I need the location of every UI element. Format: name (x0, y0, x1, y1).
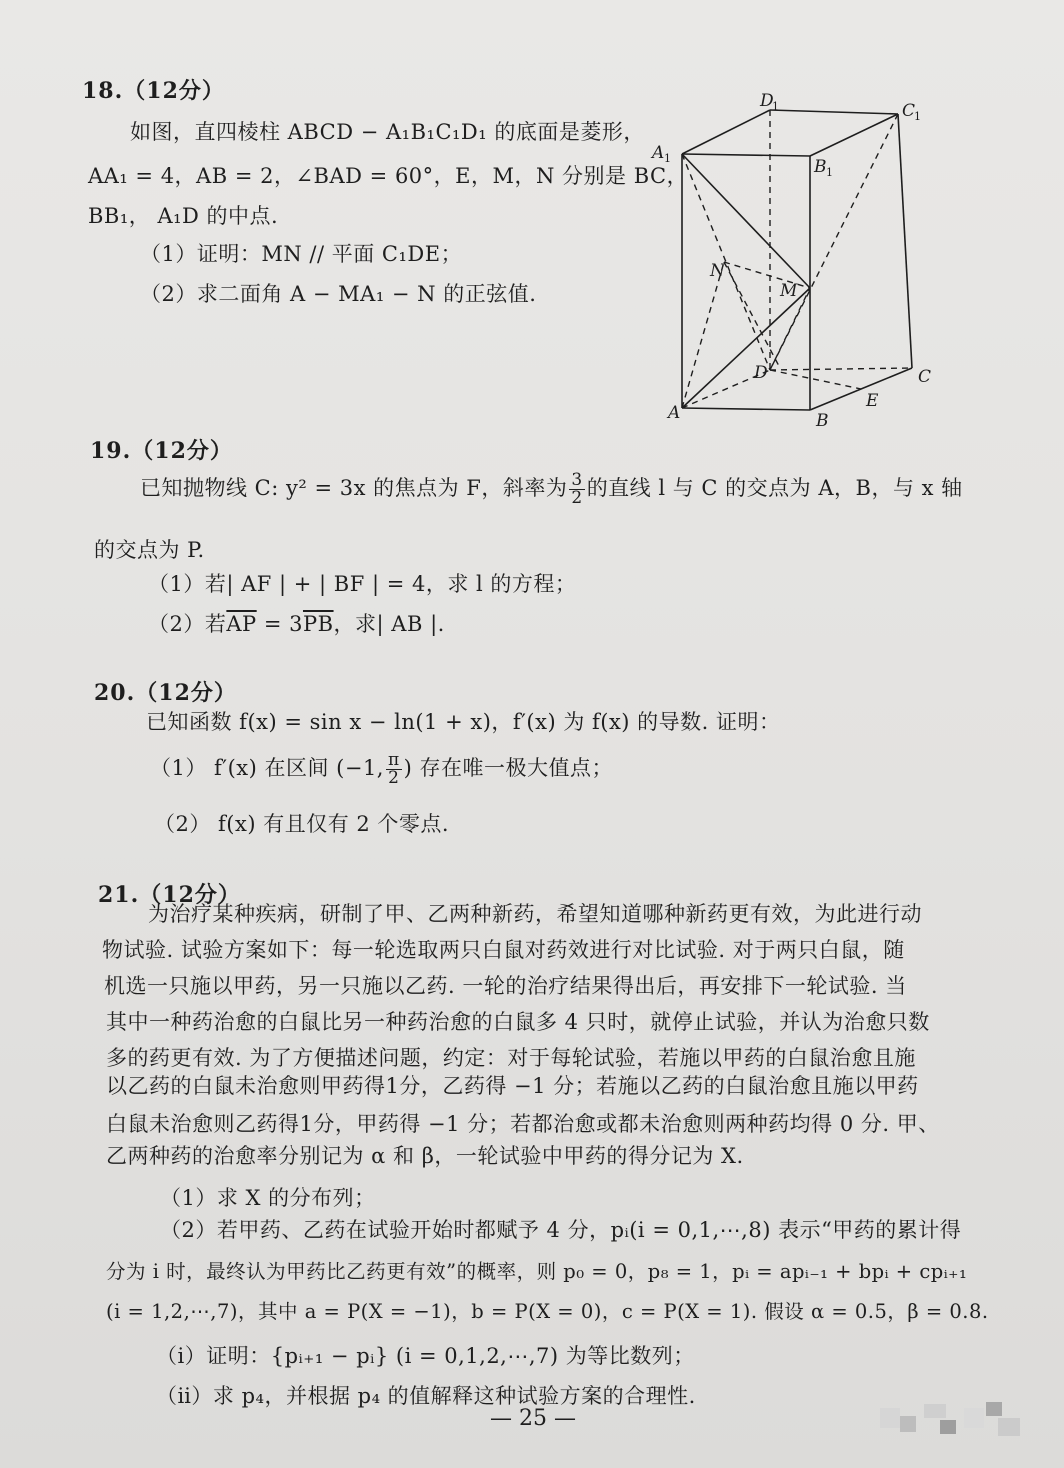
label-A: A (668, 403, 681, 423)
problem-18-line-2: AA₁ = 4，AB = 2，∠BAD = 60°，E，M，N 分别是 BC， (88, 164, 689, 188)
svg-text:1: 1 (826, 166, 833, 179)
prism-diagram (652, 91, 942, 432)
pi-fraction: $\frac{\pi}{2}$ (387, 750, 400, 788)
problem-18-line-1: 如图，直四棱柱 ABCD − A₁B₁C₁D₁ 的底面是菱形， (130, 120, 645, 144)
problem-21-line-4: 其中一种药治愈的白鼠比另一种药治愈的白鼠多 4 只时，就停止试验，并认为治愈只数 (106, 1010, 930, 1034)
page-number: — 25 — (490, 1406, 576, 1431)
problem-21-header: 21.（12分） (98, 882, 241, 908)
problem-21-line-5: 多的药更有效. 为了方便描述问题，约定：对于每轮试验，若施以甲药的白鼠治愈且施 (106, 1046, 916, 1070)
problem-21-line-6: 以乙药的白鼠未治愈则甲药得1分，乙药得 −1 分；若施以乙药的白鼠治愈且施以甲药 (106, 1074, 919, 1098)
problem-18-question-2: （2）求二面角 A − MA₁ − N 的正弦值. (140, 282, 537, 306)
label-M: M (780, 281, 798, 301)
problem-20-question-2: （2） f(x) 有且仅有 2 个零点. (154, 812, 450, 836)
problem-21-line-3: 机选一只施以甲药，另一只施以乙药. 一轮的治疗结果得出后，再安排下一轮试验. 当 (104, 974, 907, 998)
label-C1: C (902, 101, 916, 121)
label-D1: D (760, 91, 774, 111)
problem-21-sub-ii: （ⅱ）求 p₄，并根据 p₄ 的值解释这种试验方案的合理性. (156, 1384, 696, 1408)
svg-text:1: 1 (772, 100, 779, 113)
problem-21-line-2: 物试验. 试验方案如下：每一轮选取两只白鼠对药效进行对比试验. 对于两只白鼠，随 (102, 938, 905, 962)
problem-18-question-1: （1）证明：MN // 平面 C₁DE； (140, 242, 463, 266)
label-E: E (866, 391, 879, 411)
problem-19-question-1: （1）若| AF | + | BF | = 4，求 l 的方程； (148, 572, 577, 596)
label-C: C (918, 367, 932, 387)
svg-text:1: 1 (664, 152, 671, 165)
svg-text:1: 1 (914, 110, 921, 123)
problem-21-question-2: （2）若甲药、乙药在试验开始时都赋予 4 分，pᵢ(i = 0,1,⋯,8) 表示“甲药的累计得 (160, 1218, 962, 1242)
problem-20-line-1: 已知函数 f(x) = sin x − ln(1 + x)，f′(x) 为 f(x) 的导数. 证明： (146, 710, 781, 734)
problem-21-question-1: （1）求 X 的分布列； (160, 1186, 376, 1210)
label-A1: A (652, 143, 665, 163)
label-B: B (816, 411, 829, 431)
problem-21-line-11: 分为 i 时，最终认为甲药比乙药更有效”的概率，则 p₀ = 0，p₈ = 1，pᵢ = apᵢ₋₁ + bpᵢ + cpᵢ₊₁ (106, 1260, 968, 1283)
problem-20-header: 20.（12分） (94, 680, 237, 706)
problem-20-question-1: （1） f′(x) 在区间 (−1, $\frac{\pi}{2}$ ) 存在唯一极大值点； (150, 750, 614, 788)
problem-18-line-3: BB₁， A₁D 的中点. (88, 204, 279, 228)
problem-21-sub-i: （ⅰ）证明：{pᵢ₊₁ − pᵢ} (i = 0,1,2,⋯,7) 为等比数列； (156, 1344, 695, 1368)
problem-19-header: 19.（12分） (90, 438, 233, 464)
problem-21-line-1: 为治疗某种疾病，研制了甲、乙两种新药，希望知道哪种新药更有效，为此进行动 (148, 902, 922, 926)
slope-fraction: $\frac{3}{2}$ (571, 470, 583, 508)
label-B1: B (814, 157, 827, 177)
problem-21-line-12: (i = 1,2,⋯,7)，其中 a = P(X = −1)，b = P(X = 0)，c = P(X = 1). 假设 α = 0.5，β = 0.8. (106, 1300, 989, 1323)
label-D: D (754, 363, 768, 383)
problem-19-line-2: 的交点为 P. (94, 538, 205, 562)
label-N: N (710, 261, 725, 281)
problem-19-line-1: 已知抛物线 C: y² = 3x 的焦点为 F，斜率为 $\frac{3}{2}$ 的直线 l 与 C 的交点为 A，B，与 x 轴 (140, 470, 963, 508)
problem-21-line-7: 白鼠未治愈则乙药得1分，甲药得 −1 分；若都治愈或都未治愈则两种药均得 0 分. 甲、 (106, 1112, 940, 1136)
prism-figure (652, 91, 942, 432)
problem-21-line-8: 乙两种药的治愈率分别记为 α 和 β，一轮试验中甲药的得分记为 X. (106, 1144, 744, 1168)
problem-19-question-2: （2）若$\overline{AP} = 3\overline{PB}$，求| AB |. (148, 612, 445, 636)
watermark-logo (880, 1398, 1030, 1444)
problem-18-header: 18.（12分） (82, 78, 225, 104)
